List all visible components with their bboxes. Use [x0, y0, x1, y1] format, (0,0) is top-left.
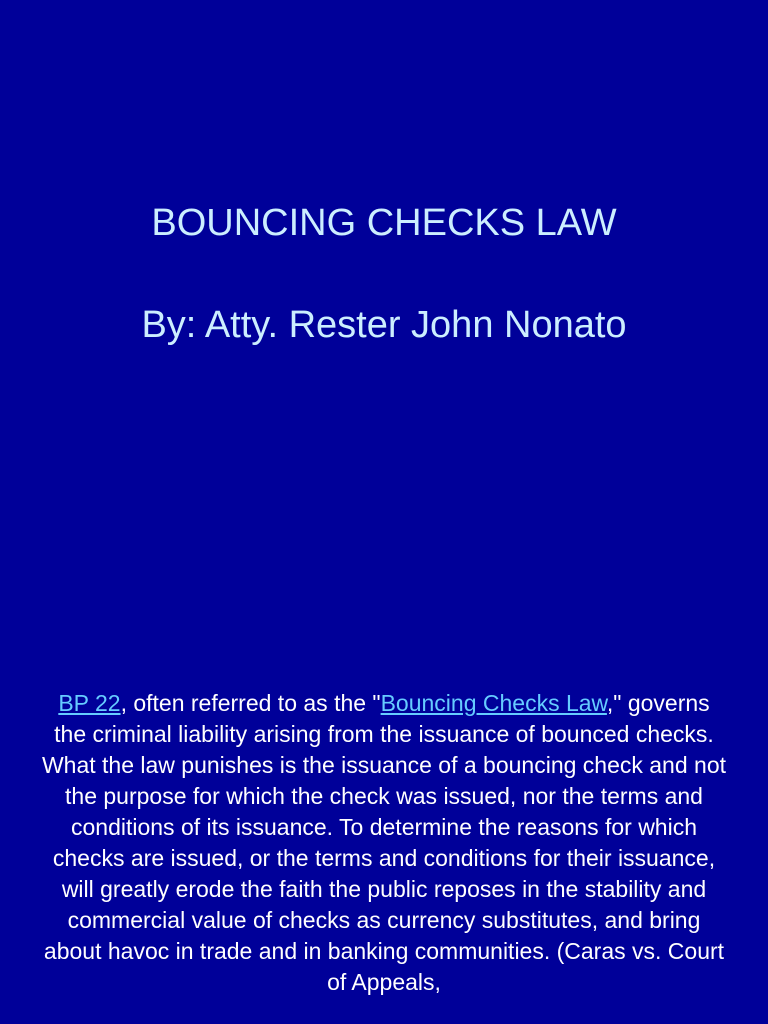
bp22-link[interactable]: BP 22: [58, 690, 121, 716]
bouncing-checks-law-link[interactable]: Bouncing Checks Law: [380, 690, 607, 716]
body-text-part-2: ," governs the criminal liability arising from the issuance of bounced checks. What the law punishes is the issuance of a bouncing check and not the purpose for which the check was issued, nor the terms and conditions of its issuance. To determine the reasons for which checks are issued, or the terms and conditions for their issuance, will greatly erode the faith the public reposes in the stability and commercial value of checks as currency substitutes, and bring about havoc in trade and in banking communities. (Caras vs. Court of Appeals,: [41, 690, 727, 995]
slide-title: BOUNCING CHECKS LAW: [151, 202, 617, 244]
body-text-part-1: , often referred to as the ": [120, 690, 381, 716]
title-block: [0, 198, 768, 350]
slide-author: By: Atty. Rester John Nonato: [141, 304, 627, 346]
body-paragraph: [40, 688, 728, 998]
